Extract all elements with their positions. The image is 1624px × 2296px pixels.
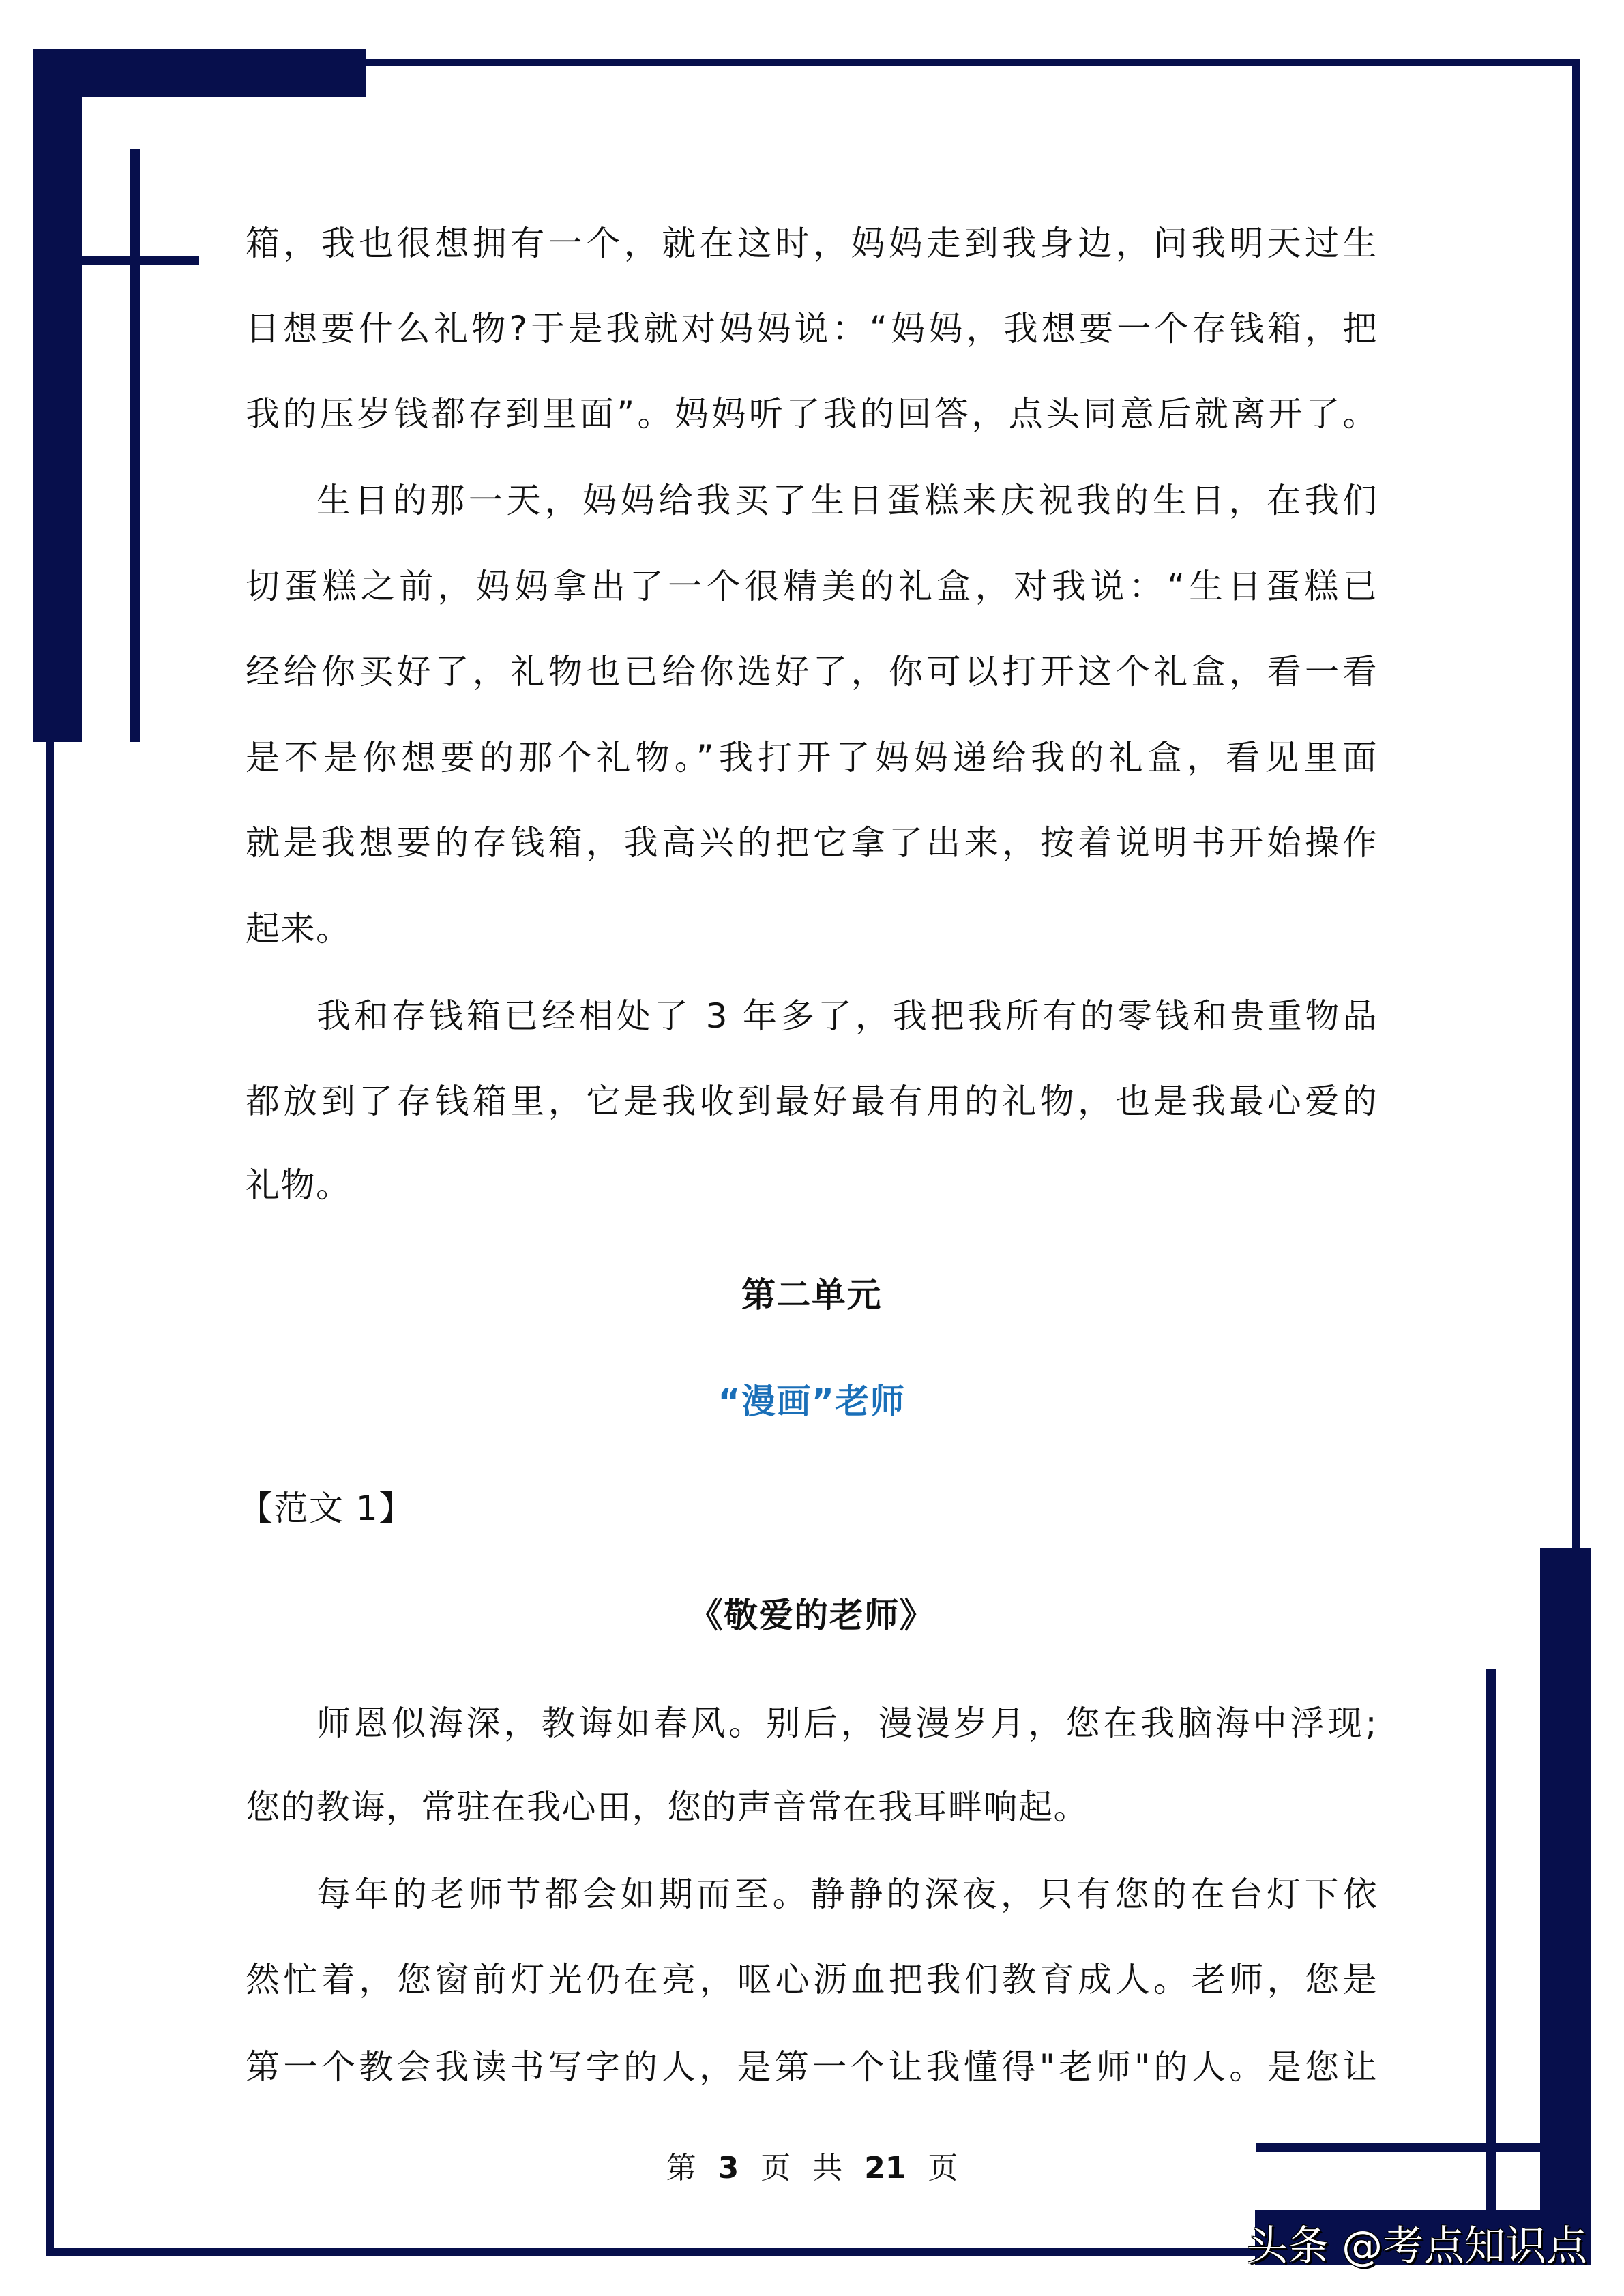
- essay-line: 您的教诲，常驻在我心田，您的声音常在我耳畔响起。: [246, 1787, 1089, 1827]
- essay-line: 然忙着，您窗前灯光仍在亮，呕心沥血把我们教育成人。老师，您是: [246, 1960, 1378, 1999]
- body-line: 我的压岁钱都存到里面”。妈妈听了我的回答，点头同意后就离开了。: [246, 394, 1378, 434]
- body-line: 起来。: [246, 909, 351, 949]
- frame-top-left-thick-horizontal: [33, 49, 366, 97]
- current-page-number: 3: [718, 2151, 739, 2186]
- frame-bottom-border: [46, 2248, 1256, 2256]
- frame-top-left-thick-vertical: [33, 49, 82, 742]
- total-pages-number: 21: [864, 2151, 906, 2186]
- essay-title: 《敬爱的老师》: [688, 1596, 935, 1635]
- essay-line: 师恩似海深，教诲如春风。别后，漫漫岁月，您在我脑海中浮现;: [316, 1703, 1378, 1743]
- body-line: 是不是你想要的那个礼物。”我打开了妈妈递给我的礼盒，看见里面: [246, 738, 1378, 777]
- frame-top-left-crossbar: [82, 256, 199, 265]
- footer-middle: 页 共: [761, 2151, 843, 2186]
- essay-line: 第一个教会我读书写字的人，是第一个让我懂得"老师"的人。是您让: [246, 2047, 1378, 2087]
- body-line: 就是我想要的存钱箱，我高兴的把它拿了出来，按着说明书开始操作: [246, 823, 1378, 863]
- unit-title: 第二单元: [741, 1275, 882, 1315]
- frame-top-left-inner-vertical: [130, 149, 140, 742]
- body-line: 经给你买好了，礼物也已给你选好了，你可以打开这个礼盒，看一看: [246, 652, 1378, 691]
- frame-top-border: [366, 59, 1579, 66]
- frame-left-border: [46, 741, 54, 2256]
- body-line: 礼物。: [246, 1165, 351, 1205]
- body-line: 箱，我也很想拥有一个，就在这时，妈妈走到我身边，问我明天过生: [246, 224, 1378, 263]
- topic-title: “漫画”老师: [718, 1382, 906, 1421]
- footer-prefix: 第: [666, 2151, 696, 2186]
- body-line: 日想要什么礼物?于是我就对妈妈说：“妈妈，我想要一个存钱箱，把: [246, 309, 1378, 348]
- essay-line: 每年的老师节都会如期而至。静静的深夜，只有您的在台灯下依: [316, 1875, 1378, 1914]
- frame-right-border: [1572, 59, 1580, 1552]
- page-number-footer: [0, 2148, 1624, 2189]
- body-line: 我和存钱箱已经相处了 3 年多了，我把我所有的零钱和贵重物品: [316, 996, 1378, 1036]
- footer-suffix: 页: [928, 2151, 958, 2186]
- watermark: 头条 @考点知识点: [1247, 2222, 1588, 2270]
- sample-label: 【范文 1】: [239, 1489, 414, 1528]
- frame-bottom-right-inner-vertical: [1486, 1669, 1496, 2215]
- body-line: 都放到了存钱箱里，它是我收到最好最有用的礼物，也是我最心爱的: [246, 1082, 1378, 1121]
- body-line: 生日的那一天，妈妈给我买了生日蛋糕来庆祝我的生日，在我们: [316, 481, 1378, 520]
- body-line: 切蛋糕之前，妈妈拿出了一个很精美的礼盒，对我说：“生日蛋糕已: [246, 567, 1378, 606]
